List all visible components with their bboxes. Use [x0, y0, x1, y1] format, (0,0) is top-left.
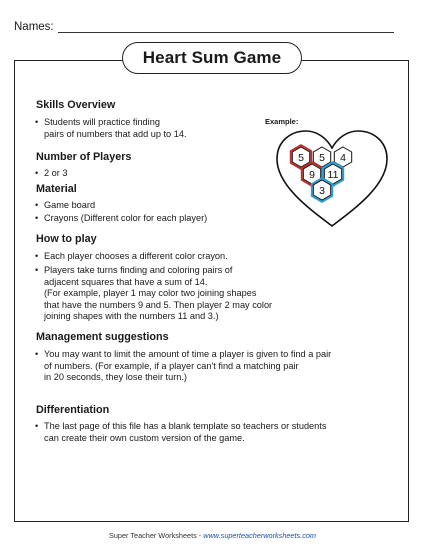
management-text-3: in 20 seconds, they lose their turn.) [44, 372, 187, 382]
hexagon-number: 5 [319, 151, 325, 164]
names-label: Names: [14, 21, 54, 33]
how-to-play-text-2c: (For example, player 1 may color two joining shapes [44, 288, 257, 298]
management-text-2: of numbers. (For example, if a player can't find a matching pair [44, 360, 299, 371]
footer-url[interactable]: www.superteacherworksheets.com [203, 531, 316, 540]
bullet-dot: • [35, 117, 39, 127]
material-text-2: Crayons (Different color for each player) [44, 213, 208, 223]
bullet-dot: • [35, 251, 39, 261]
bullet-dot: • [35, 213, 39, 223]
names-field [14, 20, 394, 33]
how-to-play-text-1: Each player chooses a different color crayon. [44, 251, 228, 261]
bullet-dot: • [35, 265, 39, 275]
management-text-1: You may want to limit the amount of time a player is given to find a pair [44, 349, 332, 359]
material-bullet-2 [35, 213, 208, 225]
differentiation-bullet [35, 421, 327, 444]
page-title: Heart Sum Game [122, 42, 302, 74]
hexagon-number: 4 [340, 151, 346, 164]
how-to-play-text-2e: joining shapes with the numbers 11 and 3.) [44, 311, 219, 321]
differentiation-text-2: can create their own custom version of the game. [44, 432, 245, 443]
bullet-dot: • [35, 168, 39, 178]
skills-bullet [35, 117, 187, 140]
skills-heading: Skills Overview [36, 99, 116, 111]
heart-example-figure [271, 126, 393, 230]
players-heading: Number of Players [36, 151, 132, 163]
how-to-play-bullet-1 [35, 251, 228, 263]
hexagon-number: 11 [327, 168, 339, 181]
management-bullet [35, 349, 332, 384]
hexagon-number: 3 [319, 184, 325, 197]
differentiation-text-1: The last page of this file has a blank template so teachers or students [44, 421, 327, 431]
players-bullet [35, 168, 68, 180]
hexagon-number: 9 [309, 168, 315, 181]
management-heading: Management suggestions [36, 331, 169, 343]
names-line[interactable] [58, 20, 394, 33]
how-to-play-text-2b: adjacent squares that have a sum of 14. [44, 276, 208, 287]
material-bullet-1 [35, 200, 96, 212]
players-text: 2 or 3 [44, 168, 68, 178]
bullet-dot: • [35, 200, 39, 210]
skills-text-2: pairs of numbers that add up to 14. [44, 128, 187, 139]
skills-text-1: Students will practice finding [44, 117, 160, 127]
how-to-play-text-2d: that have the numbers 9 and 5. Then player 2 may color [44, 299, 273, 310]
how-to-play-bullet-2 [35, 265, 273, 323]
bullet-dot: • [35, 349, 39, 359]
footer [0, 531, 425, 540]
material-heading: Material [36, 183, 77, 195]
differentiation-heading: Differentiation [36, 404, 110, 416]
hexagon-number: 5 [298, 151, 304, 164]
how-to-play-heading: How to play [36, 233, 97, 245]
how-to-play-text-2a: Players take turns finding and coloring pairs of [44, 265, 233, 275]
bullet-dot: • [35, 421, 39, 431]
footer-prefix: Super Teacher Worksheets - [109, 531, 204, 540]
material-text-1: Game board [44, 200, 96, 210]
example-label: Example: [265, 117, 299, 126]
